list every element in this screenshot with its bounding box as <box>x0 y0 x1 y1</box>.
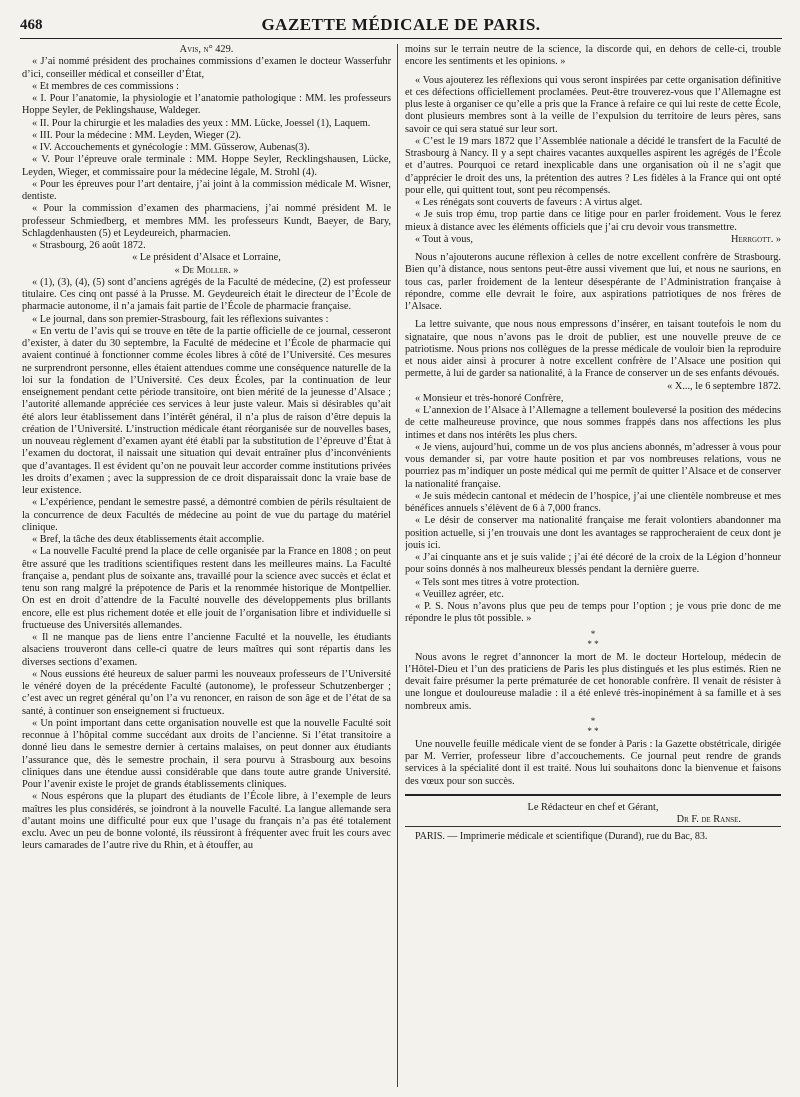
signature-line: « Le président d’Alsace et Lorraine, <box>132 252 281 264</box>
paragraph: « Il ne manque pas de liens entre l’ancienne Faculté et la nouvelle, les étudiants alsaciens trouveront dans celle-ci quatre de leurs maîtres qui sont répartis dans les diverses sections d’examen. <box>22 632 391 668</box>
paragraph: « I. Pour l’anatomie, la physiologie et l’anatomie pathologique : MM. les professeurs Hoppe Seyler, de Peklingshause, Waldeger. <box>22 93 391 117</box>
signoff-name: Herrgott. » <box>730 233 781 245</box>
paragraph: « C’est le 19 mars 1872 que l’Assemblée nationale a décidé le transfert de la Faculté de Strasbourg à Nancy. Il y a sept chaires vacantes auxquelles aspirent les agrégés de l’École et d’autres. Pourquoi ce retard inexplicable dans une organisation où il ne s’agit que d’apprécier le droit des uns, la prétention des autres ? Les fidèles à la France qui ont opté pour elle, qui quittent tout, sont peu récompensés. <box>405 135 781 196</box>
paragraph: « (1), (3), (4), (5) sont d’anciens agrégés de la Faculté de médecine, (2) est professeur titulaire. Ces cinq ont passé à la Prusse. M. Geydeureich était le directeur de l’École de pharmacie autonome, il n’a jamais fait partie de l’École de pharmacie française. <box>22 276 391 313</box>
paragraph: « Je viens, aujourd’hui, comme un de vos plus anciens abonnés, m’adresser à vous pour vous demander si, par votre haute position et par vos nombreuses relations, vous ne pourriez pas m’indiquer un poste médical qui me permît de quitter l’Alsace et de conserver la nationalité française. <box>405 441 781 490</box>
paragraph: « Pour la commission d’examen des pharmaciens, j’ai nommé président M. le professeur Schmiedberg, et membres MM. les professeurs Kundt, Baeyer, de Bary, Schlagdenhausten (5) et Leydeureich, pharmacien. <box>22 203 391 239</box>
paragraph: « P. S. Nous n’avons plus que peu de temps pour l’option ; je vous prie donc de me répondre le plus tôt possible. » <box>405 601 781 625</box>
editor-name: Dr F. de Ranse. <box>676 814 741 825</box>
left-column <box>22 44 391 1089</box>
letter-salutation: « Monsieur et très-honoré Confrère, <box>415 392 564 404</box>
signature-name: « De Moller. » <box>174 264 239 276</box>
section-rule <box>405 794 781 796</box>
paragraph: « II. Pour la chirurgie et les maladies des yeux : MM. Lücke, Joessel (1), Laquem. <box>32 117 371 129</box>
paragraph: « Bref, la tâche des deux établissements était accomplie. <box>32 534 265 545</box>
paragraph: « Veuillez agréer, etc. <box>415 588 504 600</box>
paragraph: « L’annexion de l’Alsace à l’Allemagne a tellement bouleversé la position des médecins de cette malheureuse province, que nous sommes frappés dans nos affections les plus intimes et dans nos intérêts les plus chers. <box>405 405 781 441</box>
paragraph: « La nouvelle Faculté prend la place de celle organisée par la France en 1808 ; on peut être assuré que les traditions scientifiques restent dans les meilleures mains. La Faculté française a, pendant plus de soixante ans, travaillé pour la science avec succès et éclat et tenu son rang malgré la prépotence de Paris et la renommée historique de Montpellier. On est en droit d’attendre de la Faculté nouvelle des développements plus brillants encore, elle est plus richement dotée et elle jouit de l’organisation libre et individuelle si fructueuse des Universités allemandes. <box>22 546 391 631</box>
paragraph: « Je suis médecin cantonal et médecin de l’hospice, j’ai une clientèle nombreuse et mes bénéfices annuels s’élèvent de 6 à 7,000 francs. <box>405 490 781 514</box>
paragraph: « En vertu de l’avis qui se trouve en tête de la partie officielle de ce journal, cesseront d’exister, à dater du 30 septembre, la Faculté de médecine et l’École de pharmacie qui avaient continué à fonctionner comme écoles libres à côté de l’Université. Ces mesures ne surprendront personne, elles étaient attendues comme une conséquence naturelle de la loi sur la fondation de l’Université. Ces deux Écoles, par la continuation de leur enseignement pendant cette période transitoire, ont bien mérité de la jeunesse d’Alsace ; l’autorité allemande appréciée ces services à leur juste valeur. Mais si désirables qu’ait été alors leur établissement dans l’intérêt général, il n’a plus de raison d’être depuis la création de l’Université. L’instruction médicale étant réorganisée sur de nouvelles bases, un nouveau règlement d’examen ayant été établi par la substitution de l’épreuve d’État à l’examen du doctorat, il naissait une situation qui devait entraîner plus d’inconvénients que d’avantages. Il est évident qu’on ne pouvait leur accorder comme institutions privées les droits d’examen ; avec la suppression de ce droit disparaissait donc la vraie base de leur existence. <box>22 325 391 496</box>
paragraph: « Le journal, dans son premier-Strasbourg, fait les réflexions suivantes : <box>32 313 329 325</box>
paragraph: « Le désir de conserver ma nationalité française me ferait volontiers abandonner ma position actuelle, si j’en trouvais une dont les avantages se rapprocheraient de ceux dont je jouis ici. <box>405 515 781 551</box>
paragraph: « Un point important dans cette organisation nouvelle est que la nouvelle Faculté soit reconnue à l’hôpital comme succédant aux droits de l’ancienne. Si l’état transitoire a donné lieu dans le semestre dernier à certains malaises, on peut donner aux étudiants l’assurance que, dès le semestre prochain, il sera pourvu à Strasbourg aux besoins cliniques dans une étendue aussi considérable que dans toute autre grande Université. Pour l’avenir existe le projet de grands établissements cliniques. <box>22 717 391 790</box>
asterism: * * * <box>587 628 599 649</box>
editor-title: Le Rédacteur en chef et Gérant, <box>527 801 659 813</box>
right-column <box>405 44 781 1089</box>
paragraph: « Je suis trop ému, trop partie dans ce litige pour en parler froidement. Vous le ferez mieux à distance avec les éléments officiels que j’ai cru devoir vous transmettre. <box>405 209 781 233</box>
asterism: * * * <box>587 715 599 736</box>
paragraph: « Tels sont mes titres à votre protection. <box>415 576 580 588</box>
paragraph: « Et membres de ces commissions : <box>32 80 179 92</box>
page-number: 468 <box>20 16 43 33</box>
letter-date: « X..., le 6 septembre 1872. <box>667 380 781 392</box>
paragraph: « Nous eussions été heureux de saluer parmi les nouveaux professeurs de l’Université le vénéré doyen de la précédente Faculté (autonome), le professeur Schutzenberger ; c’est avec un regret général qu’on l’a vu renoncer, en raison de son âge et de l’état de sa santé, à continuer son enseignement si fructueux. <box>22 668 391 717</box>
paragraph: « Strasbourg, 26 août 1872. <box>32 240 146 251</box>
letter-signoff <box>405 234 781 246</box>
paragraph: « Pour les épreuves pour l’art dentaire, j’ai joint à la commission médicale M. Wisner, dentiste. <box>22 178 391 202</box>
paragraph: Nous avons le regret d’annoncer la mort de M. le docteur Horteloup, médecin de l’Hôtel-Dieu et l’un des praticiens de Paris les plus distingués et les plus estimés. Rien ne devait faire présumer la perte prématurée de cet honorable confrère. Il venait de résister à une longue et douloureuse maladie : il a été enlevé très-inopinément à sa famille et à ses nombreux amis. <box>405 651 781 712</box>
paragraph: « Nous espérons que la plupart des étudiants de l’École libre, à l’exemple de leurs maîtres les plus considérés, se joindront à la nouvelle Faculté. La langue allemande sera d’autant moins une difficulté pour eux que l’usage du français n’a pas été totalement exclu. Avec un peu de bonne volonté, ils réussiront à fréquenter avec fruit les cours avec leurs camarades de l’autre rive du Rhin, et à étouffer, au <box>22 791 391 852</box>
paragraph: Une nouvelle feuille médicale vient de se fonder à Paris : la Gazette obstétricale, dirigée par M. Verrier, professeur libre d’accouchements. Ce journal peut rendre de grands services à la spécialité dont il est traité. Nous lui souhaitons donc la bienvenue et faisons des vœux pour son succès. <box>405 738 781 787</box>
paragraph: La lettre suivante, que nous nous empressons d’insérer, en taisant toutefois le nom du signataire, que nous n’avons pas le droit de publier, est une nouvelle preuve de ce patriotisme. Nous prions nos collègues de la presse médicale de vouloir bien la reproduire et nous aider ainsi à procurer à notre excellent confrère de l’Alsace une position qui permette, à lui de garder sa nationalité, à la France de conserver un de ses enfants dévoués. <box>405 319 781 380</box>
paragraph: « J’ai nommé président des prochaines commissions d’examen le docteur Wasserfuhr d’ici, conseiller médical et conseiller d’État, <box>22 56 391 80</box>
journal-title: GAZETTE MÉDICALE DE PARIS. <box>261 15 541 34</box>
paragraph: « Vous ajouterez les réflexions qui vous seront inspirées par cette organisation définitive et ces défections officiellement proclamées. Peut-être trouverez-vous que l’Allemagne est plus leste à organiser ce qu’elle a pris que la France à refaire ce qui lui reste de cette École, dont plusieurs membres sont à la veille de l’expulsion du territoire de leurs pères, sans savoir ce qui sera statué sur leur sort. <box>405 74 781 135</box>
paragraph: moins sur le terrain neutre de la science, la discorde qui, en dehors de celle-ci, trouble encore les sentiments et les opinions. » <box>405 44 781 68</box>
paragraph: « L’expérience, pendant le semestre passé, a démontré combien de périls résultaient de la concurrence de deux Facultés de médecine au point de vue du partage du matériel clinique. <box>22 497 391 533</box>
paragraph: Nous n’ajouterons aucune réflexion à celles de notre excellent confrère de Strasbourg. Bien qu’à distance, nous sentons peut-être aussi vivement que lui, et nous ne saurions, en tous cas, parler froidement de la lenteur désespérante de l’Administration française à répondre, comme elle devrait le foire, aux aspirations patriotiques de nos frères de l’Alsace. <box>405 252 781 312</box>
paragraph: « V. Pour l’épreuve orale terminale : MM. Hoppe Seyler, Recklingshausen, Lücke, Leyden, Wieger, et commissaire pour la médecine légale, M. Strohl (4). <box>22 154 391 178</box>
column-divider <box>397 44 398 1087</box>
paragraph: « IV. Accouchements et gynécologie : MM. Güsserow, Aubenas(3). <box>32 142 310 153</box>
avis-title: Avis, n° 429. <box>179 44 234 55</box>
paragraph: « Les rénégats sont couverts de faveurs : A virtus alget. <box>415 197 643 208</box>
printer-line: PARIS. — Imprimerie médicale et scientifique (Durand), rue du Bac, 83. <box>405 826 781 843</box>
paragraph: « J’ai cinquante ans et je suis valide ; j’ai été décoré de la croix de la Légion d’honneur pour soins donnés à nos malheureux blessés pendant la dernière guerre. <box>405 552 781 576</box>
page-header <box>20 12 782 39</box>
paragraph: « III. Pour la médecine : MM. Leyden, Wieger (2). <box>32 129 241 141</box>
signoff-text: « Tout à vous, <box>415 233 474 245</box>
